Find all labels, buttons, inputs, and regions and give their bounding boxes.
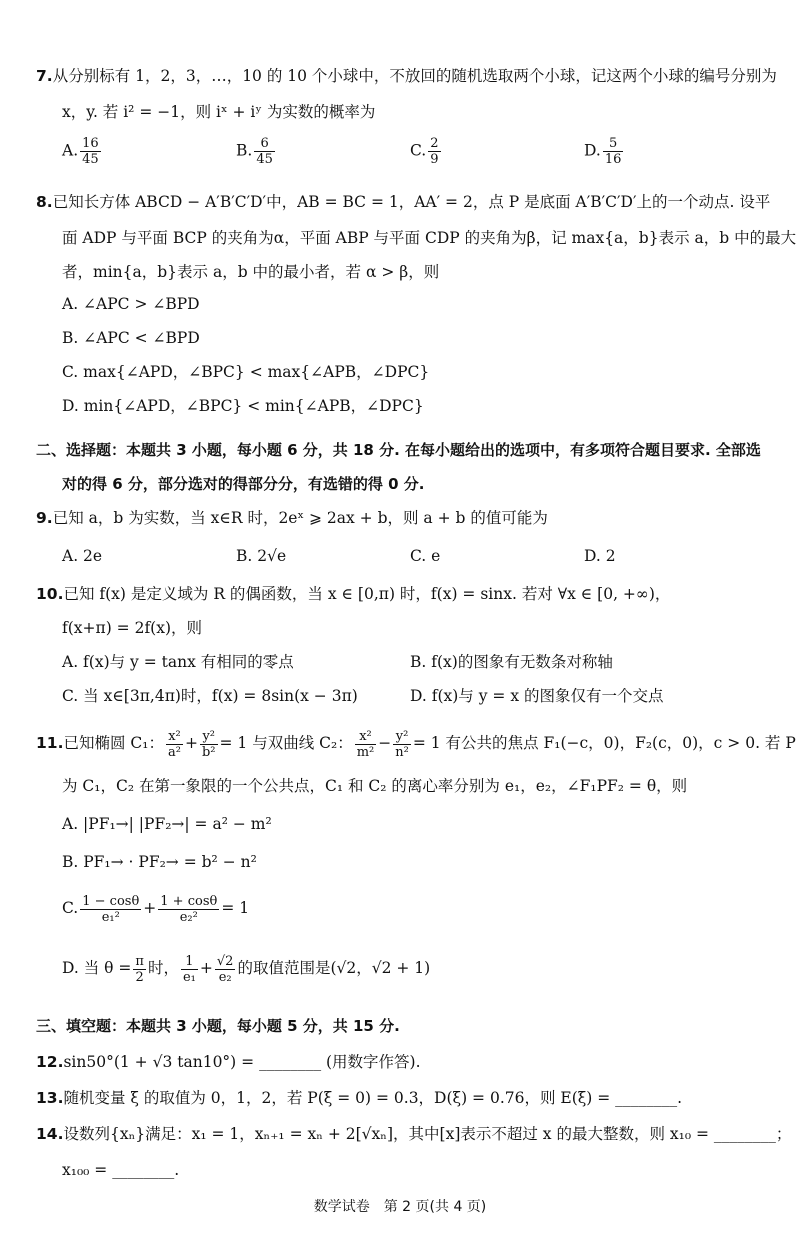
section2-heading-line2: 对的得 6 分，部分选对的得部分分，有选错的得 0 分. [62, 475, 425, 493]
q7-option-b: B. $\frac{6}{45}$ [236, 136, 273, 167]
section3-heading: 三、填空题：本题共 3 小题，每小题 5 分，共 15 分. [36, 1017, 400, 1035]
q11-line2: 为 C₁，C₂ 在第一象限的一个公共点，C₁ 和 C₂ 的离心率分别为 e₁，e₂，∠F₁PF₂ = θ，则 [62, 777, 688, 795]
q12-number: 12. [36, 1053, 64, 1071]
q13-line [36, 1088, 682, 1108]
q7-option-c: C. $\frac{2}{9}$ [410, 136, 439, 167]
q14-line2: x₁₀₀ = ________. [62, 1161, 180, 1179]
q7-number: 7. [36, 67, 53, 85]
page-footer: 数学试卷 第 2 页(共 4 页) [313, 1199, 487, 1215]
q7-text-1: 从分别标有 1，2，3，…，10 的 10 个小球中，不放回的随机选取两个小球，记这两个小球的编号分别为 [52, 67, 777, 85]
q8-line3: 者，min{a，b}表示 a，b 中的最小者，若 α > β，则 [62, 263, 440, 281]
q7-option-d: D. $\frac{5}{16}$ [584, 136, 622, 167]
q11-line1: 11.已知椭圆 C₁： $\frac{\text{x²}}{\text{a²}}$ + $\frac{\text{y²}}{\text{b²}}$ = 1 与双曲线 C₂： $\frac{\text{x²}}{\text{m²}}$ − $\frac{\text{y²}}{\text{n²}}$ = 1 有公共的焦点 F₁(−c，0)，F₂(c，0)，c > 0. 若 P [36, 728, 796, 760]
q8-option-c: C. max{∠APD，∠BPC} < max{∠APB，∠DPC} [62, 363, 430, 381]
q10-option-a: A. f(x)与 y = tanx 有相同的零点 [62, 653, 294, 671]
q10-number: 10. [36, 585, 64, 603]
q10-line2: f(x+π) = 2f(x)，则 [62, 619, 203, 637]
q8-option-d: D. min{∠APD，∠BPC} < min{∠APB，∠DPC} [62, 397, 424, 415]
q11-option-c: C. $\frac{1 - \cos\theta}{\text{e₁²}}$ + $\frac{1 + \cos\theta}{\text{e₂²}}$ = 1 [62, 893, 250, 925]
q12-line [36, 1052, 421, 1072]
q10-option-d: D. f(x)与 y = x 的图象仅有一个交点 [410, 687, 664, 705]
q11-number: 11. [36, 734, 64, 752]
q11-option-a: A. |PF₁→| |PF₂→| = a² − m² [62, 815, 272, 833]
q7-line1 [36, 66, 777, 86]
q9-line [36, 508, 548, 528]
q8-line1 [36, 192, 770, 212]
q9-option-a: A. 2e [62, 547, 103, 565]
q10-line1 [36, 584, 670, 604]
q9-text: 已知 a，b 为实数，当 x∈R 时，2eˣ ⩾ 2ax + b，则 a + b 的值可能为 [52, 509, 548, 527]
q9-option-c: C. e [410, 547, 441, 565]
q7-line2: x，y. 若 i² = −1，则 iˣ + iʸ 为实数的概率为 [62, 103, 376, 121]
q14-line1 [36, 1124, 791, 1144]
q9-option-d: D. 2 [584, 547, 616, 565]
q8-option-b: B. ∠APC < ∠BPD [62, 329, 200, 347]
q14-text-1: 设数列{xₙ}满足：x₁ = 1，xₙ₊₁ = xₙ + 2[√xₙ]，其中[x]表示不超过 x 的最大整数，则 x₁₀ = ________； [63, 1125, 792, 1143]
q13-text: 随机变量 ξ 的取值为 0，1，2，若 P(ξ = 0) = 0.3，D(ξ) = 0.76，则 E(ξ) = ________. [63, 1089, 683, 1107]
q12-text: sin50°(1 + √3 tan10°) = ________ (用数字作答). [63, 1053, 421, 1071]
q13-number: 13. [36, 1089, 64, 1107]
q8-option-a: A. ∠APC > ∠BPD [62, 295, 200, 313]
q10-text-1: 已知 f(x) 是定义域为 R 的偶函数，当 x ∈ [0,π) 时，f(x) = sinx. 若对 ∀x ∈ [0, +∞)， [63, 585, 671, 603]
q8-text-1: 已知长方体 ABCD − A′B′C′D′中，AB = BC = 1，AA′ = 2，点 P 是底面 A′B′C′D′上的一个动点. 设平 [52, 193, 771, 211]
q8-number: 8. [36, 193, 53, 211]
q11-option-d: D. 当 θ = $\frac{\pi}{2}$ 时， $\frac{1}{\text{e₁}}$ + $\frac{√2}{\text{e₂}}$ 的取值范围是(√2，√2 + 1) [62, 953, 431, 985]
section2-heading-line1: 二、选择题：本题共 3 小题，每小题 6 分，共 18 分. 在每小题给出的选项中，有多项符合题目要求. 全部选 [36, 441, 761, 459]
q10-option-b: B. f(x)的图象有无数条对称轴 [410, 653, 613, 671]
q9-option-b: B. 2√e [236, 547, 287, 565]
q11-option-b: B. PF₁→ · PF₂→ = b² − n² [62, 853, 257, 871]
q7-option-a: A. $\frac{16}{45}$ [62, 136, 99, 167]
q10-option-c: C. 当 x∈[3π,4π)时，f(x) = 8sin(x − 3π) [62, 687, 358, 705]
q8-line2: 面 ADP 与平面 BCP 的夹角为α，平面 ABP 与平面 CDP 的夹角为β，记 max{a，b}表示 a，b 中的最大 [62, 229, 797, 247]
q14-number: 14. [36, 1125, 64, 1143]
q9-number: 9. [36, 509, 53, 527]
